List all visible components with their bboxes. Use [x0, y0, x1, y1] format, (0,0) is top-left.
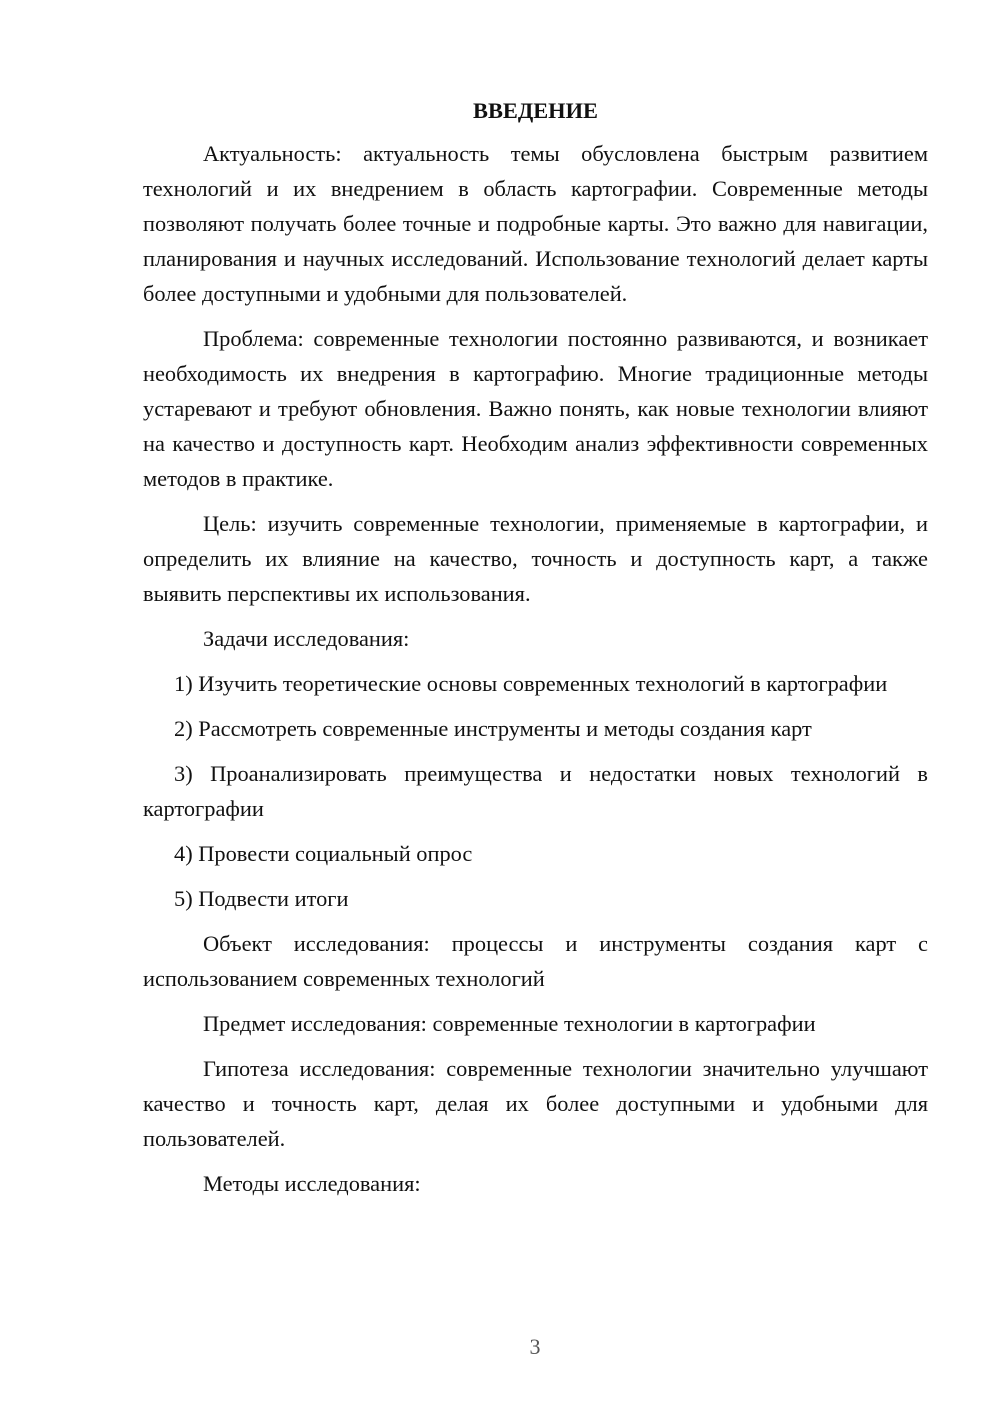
paragraph-goal: Цель: изучить современные технологии, применяемые в картографии, и определить их влияние на качество, точность и доступность карт, а также выявить перспективы их использования. [143, 511, 928, 606]
task-item-5: 5) Подвести итоги [174, 886, 349, 911]
paragraph-hypothesis: Гипотеза исследования: современные технологии значительно улучшают качество и точность карт, делая их более доступными и удобными для пользователей. [143, 1056, 928, 1151]
task-item-4: 4) Провести социальный опрос [174, 841, 473, 866]
page-content [143, 96, 928, 1211]
task-item-1: 1) Изучить теоретические основы современных технологий в картографии [174, 671, 888, 696]
paragraph-subject: Предмет исследования: современные технологии в картографии [203, 1011, 816, 1036]
page-number: 3 [529, 1334, 541, 1359]
task-item-3: 3) Проанализировать преимущества и недостатки новых технологий в картографии [143, 761, 928, 821]
page-title: ВВЕДЕНИЕ [473, 98, 598, 123]
paragraph-relevance: Актуальность: актуальность темы обусловлена быстрым развитием технологий и их внедрением в область картографии. Современные методы позволяют получать более точные и подробные карты. Это важно для навигации, планирования и научных исследований. Использование технологий делает карты более доступными и удобными для пользователей. [143, 141, 928, 306]
tasks-heading: Задачи исследования: [203, 626, 410, 651]
paragraph-methods: Методы исследования: [203, 1171, 421, 1196]
paragraph-problem: Проблема: современные технологии постоянно развиваются, и возникает необходимость их внедрения в картографию. Многие традиционные методы устаревают и требуют обновления. Важно понять, как новые технологии влияют на качество и доступность карт. Необходим анализ эффективности современных методов в практике. [143, 326, 928, 491]
paragraph-object: Объект исследования: процессы и инструменты создания карт с использованием современных технологий [143, 931, 928, 991]
task-item-2: 2) Рассмотреть современные инструменты и методы создания карт [174, 716, 812, 741]
